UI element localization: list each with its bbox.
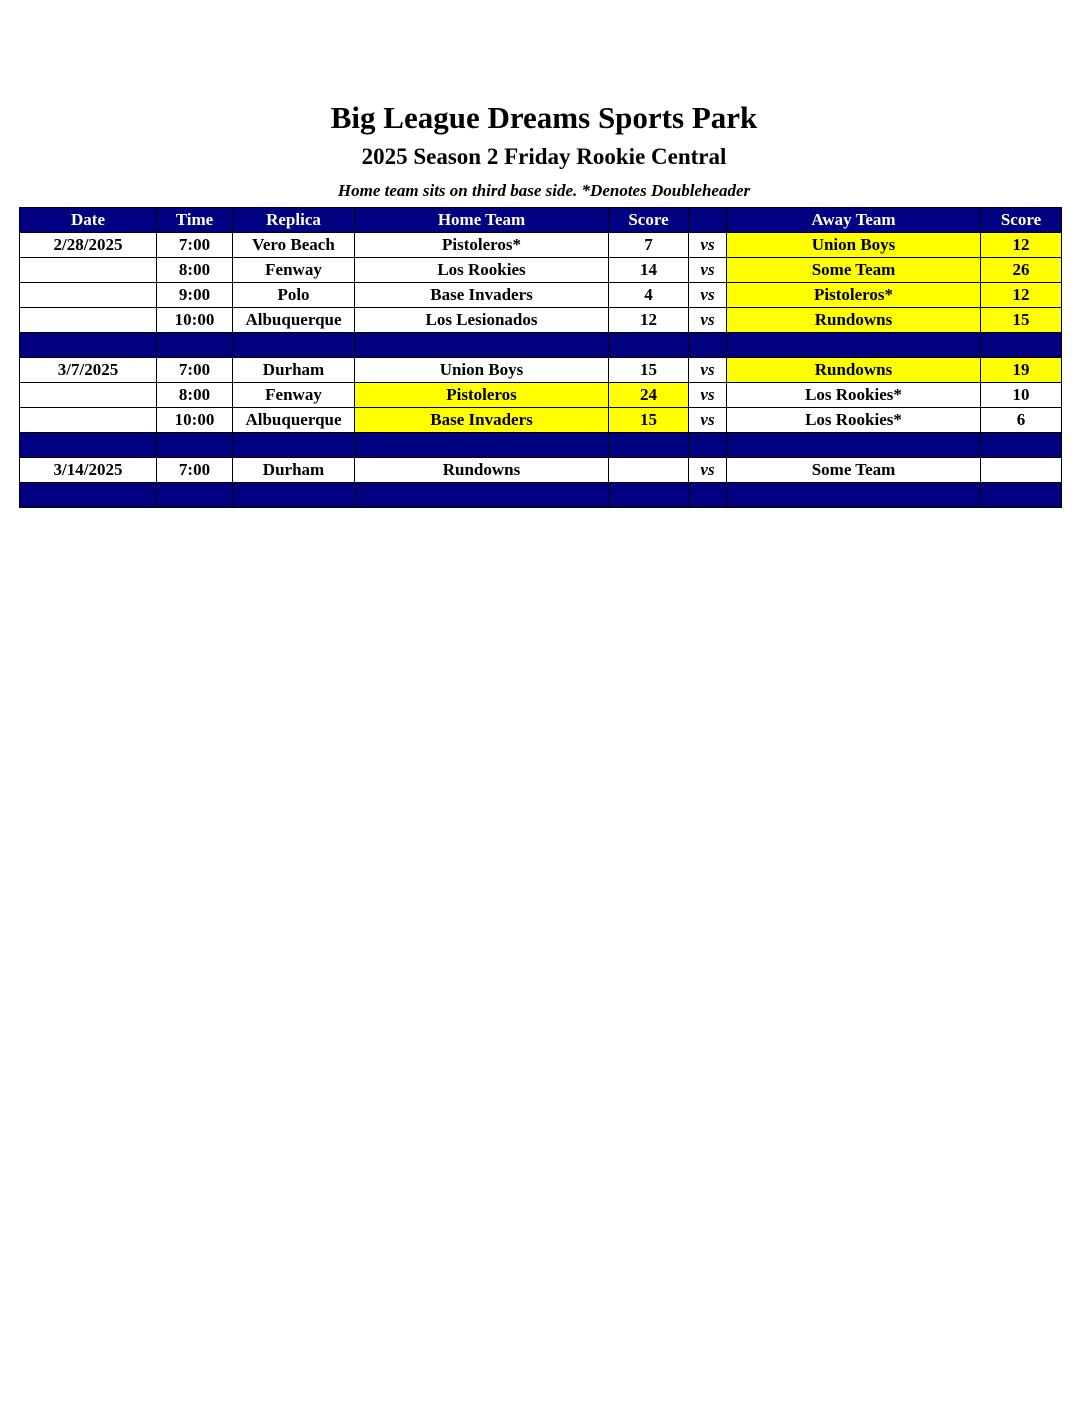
date-cell: 2/28/2025 <box>20 233 157 258</box>
vs-cell: vs <box>689 258 727 283</box>
away-score-cell: 19 <box>981 358 1062 383</box>
spacer-cell <box>981 483 1062 508</box>
home-score-cell: 4 <box>609 283 689 308</box>
home-score-cell: 24 <box>609 383 689 408</box>
column-header-time: Time <box>157 208 233 233</box>
table-row <box>20 233 1062 258</box>
home-score-cell: 12 <box>609 308 689 333</box>
replica-cell: Durham <box>233 358 355 383</box>
away-score-cell <box>981 458 1062 483</box>
time-cell: 8:00 <box>157 383 233 408</box>
home-team-cell: Los Rookies <box>355 258 609 283</box>
spacer-cell <box>981 433 1062 458</box>
spacer-cell <box>20 433 157 458</box>
column-header-home-score: Score <box>609 208 689 233</box>
spacer-cell <box>609 483 689 508</box>
time-cell: 7:00 <box>157 458 233 483</box>
replica-cell: Albuquerque <box>233 308 355 333</box>
vs-cell: vs <box>689 383 727 408</box>
home-score-cell: 15 <box>609 408 689 433</box>
date-cell: 3/7/2025 <box>20 358 157 383</box>
vs-cell: vs <box>689 358 727 383</box>
spacer-cell <box>157 433 233 458</box>
spacer-cell <box>355 333 609 358</box>
spacer-row <box>20 333 1062 358</box>
vs-cell: vs <box>689 308 727 333</box>
home-score-cell: 15 <box>609 358 689 383</box>
column-header-vs <box>689 208 727 233</box>
replica-cell: Durham <box>233 458 355 483</box>
date-cell <box>20 408 157 433</box>
vs-cell: vs <box>689 408 727 433</box>
spacer-cell <box>355 433 609 458</box>
vs-cell: vs <box>689 458 727 483</box>
spacer-cell <box>727 433 981 458</box>
spacer-row <box>20 483 1062 508</box>
spacer-cell <box>157 483 233 508</box>
date-cell: 3/14/2025 <box>20 458 157 483</box>
vs-cell: vs <box>689 283 727 308</box>
away-score-cell: 26 <box>981 258 1062 283</box>
replica-cell: Polo <box>233 283 355 308</box>
page-subtitle: 2025 Season 2 Friday Rookie Central <box>361 144 727 169</box>
table-row <box>20 408 1062 433</box>
spacer-cell <box>20 483 157 508</box>
away-score-cell: 12 <box>981 283 1062 308</box>
table-row <box>20 283 1062 308</box>
date-cell <box>20 308 157 333</box>
vs-cell: vs <box>689 233 727 258</box>
away-team-cell: Some Team <box>727 458 981 483</box>
spacer-cell <box>689 483 727 508</box>
column-header-replica: Replica <box>233 208 355 233</box>
schedule-note: Home team sits on third base side. *Denotes Doubleheader <box>337 181 751 200</box>
replica-cell: Albuquerque <box>233 408 355 433</box>
column-header-away-team: Away Team <box>727 208 981 233</box>
home-team-cell: Los Lesionados <box>355 308 609 333</box>
away-score-cell: 6 <box>981 408 1062 433</box>
away-score-cell: 10 <box>981 383 1062 408</box>
time-cell: 8:00 <box>157 258 233 283</box>
away-team-cell: Los Rookies* <box>727 408 981 433</box>
away-team-cell: Pistoleros* <box>727 283 981 308</box>
time-cell: 10:00 <box>157 408 233 433</box>
time-cell: 10:00 <box>157 308 233 333</box>
replica-cell: Vero Beach <box>233 233 355 258</box>
table-header-row <box>20 208 1062 233</box>
home-team-cell: Base Invaders <box>355 408 609 433</box>
away-team-cell: Union Boys <box>727 233 981 258</box>
away-team-cell: Rundowns <box>727 308 981 333</box>
away-score-cell: 15 <box>981 308 1062 333</box>
replica-cell: Fenway <box>233 258 355 283</box>
home-score-cell: 7 <box>609 233 689 258</box>
home-score-cell <box>609 458 689 483</box>
schedule-table <box>19 207 1062 508</box>
home-team-cell: Union Boys <box>355 358 609 383</box>
away-team-cell: Some Team <box>727 258 981 283</box>
table-row <box>20 383 1062 408</box>
spacer-cell <box>689 433 727 458</box>
spacer-cell <box>20 333 157 358</box>
spacer-cell <box>609 333 689 358</box>
away-team-cell: Rundowns <box>727 358 981 383</box>
date-cell <box>20 383 157 408</box>
page-title: Big League Dreams Sports Park <box>330 100 758 135</box>
spacer-cell <box>233 333 355 358</box>
spacer-cell <box>727 333 981 358</box>
spacer-cell <box>157 333 233 358</box>
home-score-cell: 14 <box>609 258 689 283</box>
home-team-cell: Pistoleros <box>355 383 609 408</box>
away-score-cell: 12 <box>981 233 1062 258</box>
schedule-body <box>20 233 1062 508</box>
home-team-cell: Base Invaders <box>355 283 609 308</box>
time-cell: 9:00 <box>157 283 233 308</box>
replica-cell: Fenway <box>233 383 355 408</box>
home-team-cell: Pistoleros* <box>355 233 609 258</box>
spacer-row <box>20 433 1062 458</box>
column-header-away-score: Score <box>981 208 1062 233</box>
spacer-cell <box>689 333 727 358</box>
date-cell <box>20 283 157 308</box>
date-cell <box>20 258 157 283</box>
spacer-cell <box>727 483 981 508</box>
table-row <box>20 258 1062 283</box>
table-row <box>20 308 1062 333</box>
spacer-cell <box>233 483 355 508</box>
spacer-cell <box>609 433 689 458</box>
spacer-cell <box>981 333 1062 358</box>
time-cell: 7:00 <box>157 358 233 383</box>
spacer-cell <box>233 433 355 458</box>
column-header-date: Date <box>20 208 157 233</box>
table-row <box>20 358 1062 383</box>
home-team-cell: Rundowns <box>355 458 609 483</box>
column-header-home-team: Home Team <box>355 208 609 233</box>
away-team-cell: Los Rookies* <box>727 383 981 408</box>
spacer-cell <box>355 483 609 508</box>
time-cell: 7:00 <box>157 233 233 258</box>
table-row <box>20 458 1062 483</box>
